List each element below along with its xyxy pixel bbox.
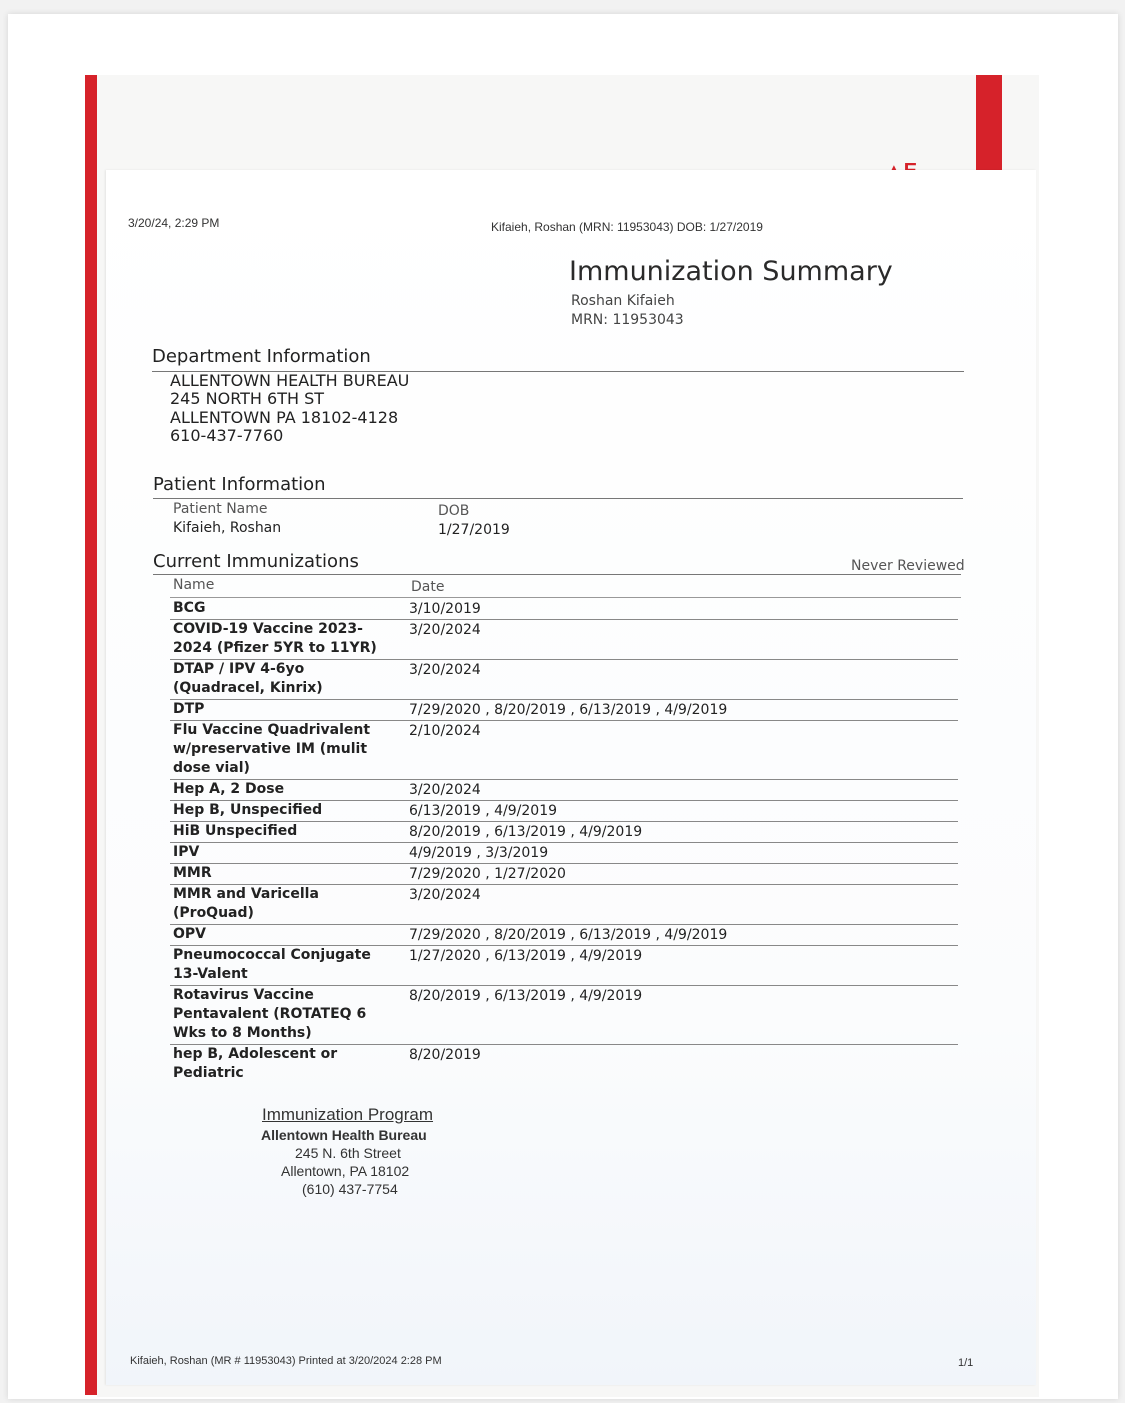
department-phone: 610-437-7760 bbox=[170, 426, 284, 445]
immunization-name: Hep A, 2 Dose bbox=[173, 781, 285, 797]
immunization-name: MMR and Varicella (ProQuad) bbox=[173, 886, 319, 921]
immunization-date: 3/10/2019 bbox=[409, 601, 481, 617]
immunization-date: 7/29/2020 , 8/20/2019 , 6/13/2019 , 4/9/2019 bbox=[409, 927, 728, 943]
immunization-date: 7/29/2020 , 1/27/2020 bbox=[409, 866, 566, 882]
immunization-name: MMR bbox=[173, 865, 212, 881]
immunization-name: Hep B, Unspecified bbox=[173, 802, 323, 818]
patient-header: Kifaieh, Roshan (MRN: 11953043) DOB: 1/27/2019 bbox=[491, 220, 763, 234]
department-city: ALLENTOWN PA 18102-4128 bbox=[170, 408, 399, 427]
immunization-date: 3/20/2024 bbox=[409, 662, 481, 678]
immunizations-section-title: Current Immunizations bbox=[153, 551, 359, 572]
immunization-date: 3/20/2024 bbox=[409, 622, 481, 638]
footer-page-number: 1/1 bbox=[958, 1357, 974, 1369]
patient-name-subtitle: Roshan Kifaieh bbox=[571, 293, 675, 309]
department-section-title: Department Information bbox=[152, 346, 371, 367]
immunization-name: OPV bbox=[173, 926, 206, 942]
immunization-name: DTAP / IPV 4-6yo (Quadracel, Kinrix) bbox=[173, 661, 323, 696]
program-stamp-city: Allentown, PA 18102 bbox=[281, 1163, 410, 1179]
immunization-date: 3/20/2024 bbox=[409, 887, 481, 903]
program-stamp-phone: (610) 437-7754 bbox=[302, 1181, 398, 1197]
immunization-name: Pneumococcal Conjugate 13-Valent bbox=[173, 947, 371, 982]
immunization-date: 8/20/2019 , 6/13/2019 , 4/9/2019 bbox=[409, 824, 643, 840]
column-header-name: Name bbox=[173, 577, 215, 593]
immunization-name: hep B, Adolescent or Pediatric bbox=[173, 1046, 338, 1081]
immunization-date: 4/9/2019 , 3/3/2019 bbox=[409, 845, 549, 861]
footer-printed-by: Kifaieh, Roshan (MR # 11953043) Printed at 3/20/2024 2:28 PM bbox=[130, 1355, 442, 1367]
immunizations-rule bbox=[153, 574, 961, 575]
immunization-name: IPV bbox=[173, 844, 200, 860]
column-header-date: Date bbox=[411, 579, 445, 595]
immunization-date: 8/20/2019 bbox=[409, 1047, 481, 1063]
immunization-name: Rotavirus Vaccine Pentavalent (ROTATEQ 6 Wks to 8 Months) bbox=[173, 987, 367, 1041]
page-title: Immunization Summary bbox=[569, 256, 893, 287]
patient-name-label: Patient Name bbox=[173, 501, 268, 517]
program-stamp-street: 245 N. 6th Street bbox=[295, 1145, 401, 1161]
patient-rule bbox=[153, 498, 963, 499]
immunization-date: 7/29/2020 , 8/20/2019 , 6/13/2019 , 4/9/2019 bbox=[409, 702, 728, 718]
immunization-date: 6/13/2019 , 4/9/2019 bbox=[409, 803, 558, 819]
immunization-date: 3/20/2024 bbox=[409, 782, 481, 798]
dob-value: 1/27/2019 bbox=[438, 522, 510, 538]
immunization-date: 1/27/2020 , 6/13/2019 , 4/9/2019 bbox=[409, 948, 643, 964]
immunization-name: BCG bbox=[173, 600, 206, 616]
printed-datetime: 3/20/24, 2:29 PM bbox=[128, 216, 220, 230]
immunization-name: HiB Unspecified bbox=[173, 823, 298, 839]
immunization-name: Flu Vaccine Quadrivalent w/preservative IM (mulit dose vial) bbox=[173, 722, 371, 776]
red-folder-edge-left bbox=[85, 75, 97, 1395]
mrn-subtitle: MRN: 11953043 bbox=[571, 312, 684, 328]
program-stamp-org: Allentown Health Bureau bbox=[261, 1127, 427, 1143]
immunization-date: 2/10/2024 bbox=[409, 723, 481, 739]
department-street: 245 NORTH 6TH ST bbox=[170, 389, 325, 408]
immunization-date: 8/20/2019 , 6/13/2019 , 4/9/2019 bbox=[409, 988, 643, 1004]
review-status: Never Reviewed bbox=[851, 558, 965, 574]
column-header-rule bbox=[170, 597, 961, 598]
immunization-name: COVID-19 Vaccine 2023-2024 (Pfizer 5YR to 11YR) bbox=[173, 621, 377, 656]
program-stamp-title: Immunization Program bbox=[262, 1105, 434, 1124]
patient-name-value: Kifaieh, Roshan bbox=[173, 520, 282, 536]
dob-label: DOB bbox=[438, 503, 470, 519]
patient-section-title: Patient Information bbox=[153, 474, 326, 495]
department-name: ALLENTOWN HEALTH BUREAU bbox=[170, 371, 410, 390]
immunization-name: DTP bbox=[173, 701, 205, 717]
